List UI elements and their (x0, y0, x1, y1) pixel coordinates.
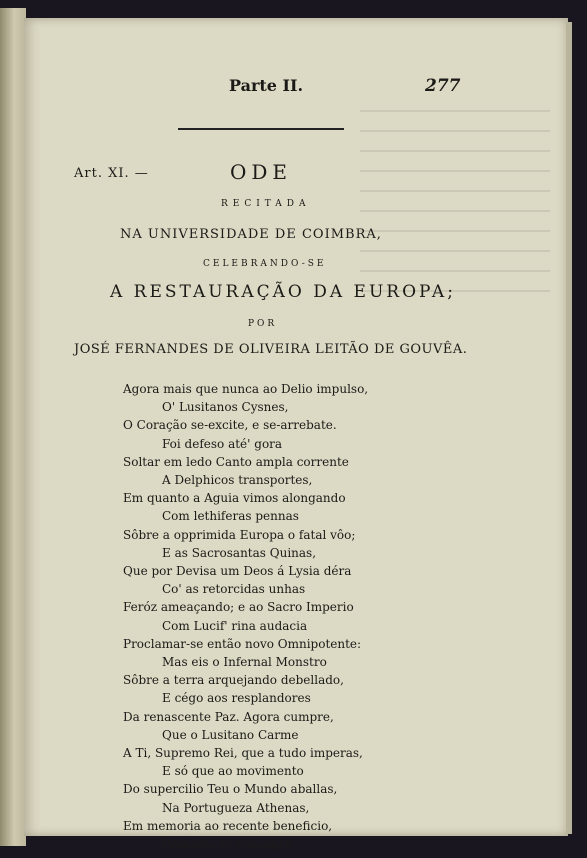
poem-line: Soltar em ledo Canto ampla corrente (123, 454, 349, 469)
author-name: JOSÉ FERNANDES DE OLIVEIRA LEITÃO DE GOUVÊA. (74, 342, 468, 357)
poem-line: Feróz ameaçando; e ao Sacro Imperio (123, 600, 354, 615)
by-line: POR (248, 319, 278, 329)
poem-line: Foi defeso até' gora (162, 436, 283, 451)
ode-title: ODE (230, 160, 293, 184)
poem-line: Co' as retorcidas unhas (162, 582, 306, 597)
poem-line: Com Lucif' rina audacia (162, 618, 308, 633)
running-header: Parte II. (229, 76, 304, 95)
poem-line: Mas eis o Infernal Monstro (162, 655, 327, 669)
poem-line: A Delphicos transportes, (162, 473, 313, 487)
subject-line: A RESTAURAÇÃO DA EUROPA; (110, 282, 456, 302)
poem-line: Sôbre a opprimida Europa o fatal vôo; (123, 527, 356, 542)
poem-line: Com lethiferas pennas (162, 509, 299, 524)
header-rule (178, 128, 344, 130)
poem-line: Que o Lusitano Carme (162, 727, 299, 742)
poem-line: Proclamar-se então novo Omnipotente: (123, 636, 362, 651)
recited-line: RECITADA (221, 199, 311, 209)
poem-line: Agora mais que nunca ao Delio impulso, (123, 382, 369, 396)
facing-page-edge (0, 8, 26, 846)
poem-line: Em quanto a Aguia vimos alongando (123, 491, 346, 506)
place-line: NA UNIVERSIDADE DE COIMBRA, (120, 227, 382, 242)
poem-line: A Ti, Supremo Rei, que a tudo imperas, (123, 746, 363, 760)
poem-line: E cégo aos resplandores (162, 691, 311, 706)
poem-line: Em memoria ao recente beneficio, (123, 818, 333, 833)
poem-line: Que por Devisa um Deos á Lysia déra (123, 564, 352, 578)
poem-line: E só que ao movimento (162, 764, 304, 779)
poem-line: Da renascente Paz. Agora cumpre, (123, 709, 334, 724)
poem-line: O' Lusitanos Cysnes, (162, 400, 289, 415)
poem-line: O Coração se-excite, e se-arrebate. (123, 418, 337, 433)
page-number: 277 (425, 76, 461, 96)
celebrating-line: CELEBRANDO-SE (203, 259, 327, 269)
poem-line: Sôbre a terra arquejando debellado, (123, 673, 344, 688)
poem-line: Na Portugueza Athenas, (162, 800, 310, 815)
poem-line: Primeiro se-consagre. (162, 837, 296, 851)
poem-line: Do supercilio Teu o Mundo aballas, (123, 782, 338, 797)
poem-line: E as Sacrosantas Quinas, (162, 545, 317, 560)
article-label: Art. XI. — (74, 166, 149, 181)
page-right-edge (566, 22, 572, 834)
